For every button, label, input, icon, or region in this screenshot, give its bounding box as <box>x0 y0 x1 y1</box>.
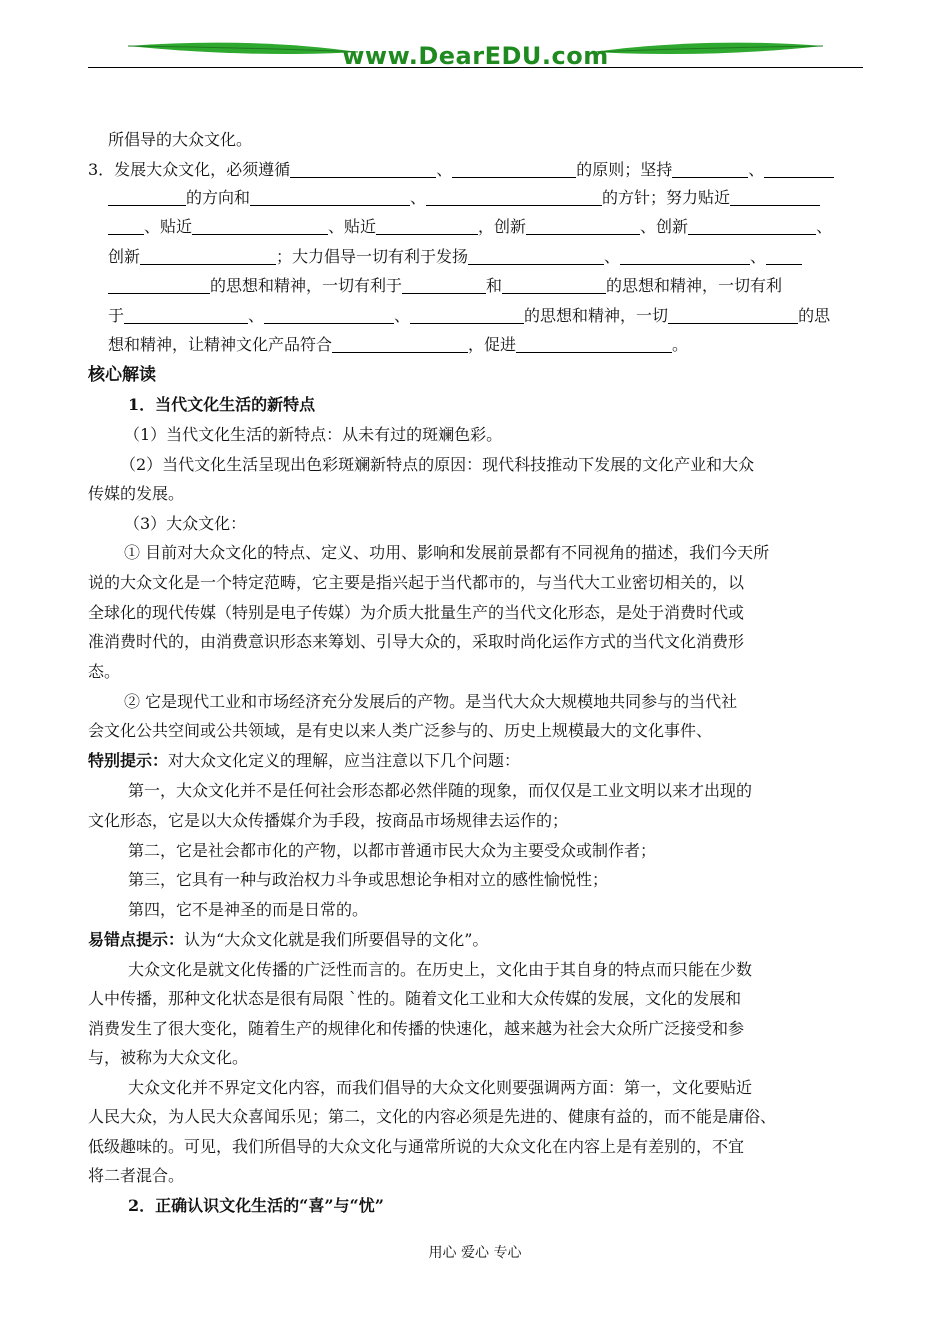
paragraph-line: 会文化公共空间或公共领域，是有史以来人类广泛参与的、历史上规模最大的文化事件、 <box>88 721 713 740</box>
tip-line: 特别提示：对大众文化定义的理解，应当注意以下几个问题： <box>88 751 521 770</box>
paragraph-line: 全球化的现代传媒（特别是电子传媒）为介质大批量生产的当代文化形态，是处于消费时代或 <box>88 603 745 622</box>
blank[interactable] <box>108 189 186 206</box>
site-logo: www.DearEDU.com <box>342 42 609 70</box>
paragraph-line: ① 目前对大众文化的特点、定义、功用、影响和发展前景都有不同视角的描述，我们今天所 <box>124 543 770 562</box>
continuation-text: 所倡导的大众文化。 <box>108 130 253 149</box>
blank[interactable] <box>672 161 748 178</box>
blank[interactable] <box>140 248 276 265</box>
q3-line-2: 的方向和 、 的方针；努力贴近 <box>108 183 820 213</box>
blank[interactable] <box>108 218 144 235</box>
tip-label: 特别提示： <box>88 751 169 770</box>
q3-line-5: 的思想和精神，一切有利于 和 的思想和精神，一切有利 <box>108 271 782 301</box>
blank[interactable] <box>452 161 576 178</box>
paragraph-line: 人民大众，为人民大众喜闻乐见；第二，文化的内容必须是先进的、健康有益的，而不能是庸俗、 <box>88 1107 777 1126</box>
blank[interactable] <box>688 218 816 235</box>
header-divider <box>88 67 863 68</box>
blank[interactable] <box>290 161 436 178</box>
blank[interactable] <box>426 189 602 206</box>
blank[interactable] <box>410 307 524 324</box>
blank[interactable] <box>332 336 468 353</box>
blank[interactable] <box>264 307 394 324</box>
blank[interactable] <box>526 218 640 235</box>
error-tip-label: 易错点提示： <box>88 930 185 949</box>
paragraph-line: 将二者混合。 <box>88 1166 185 1185</box>
paragraph-line: 大众文化是就文化传播的广泛性而言的。在历史上，文化由于其自身的特点而只能在少数 <box>128 960 753 979</box>
blank[interactable] <box>730 189 820 206</box>
blank[interactable] <box>108 277 210 294</box>
paragraph-line: 第二，它是社会都市化的产物，以都市普通市民大众为主要受众或制作者； <box>128 841 657 860</box>
blank[interactable] <box>402 277 486 294</box>
paragraph-line: 态。 <box>88 662 121 681</box>
blank[interactable] <box>376 218 478 235</box>
paragraph-line: 传媒的发展。 <box>88 484 185 503</box>
paragraph-line: （2）当代文化生活呈现出色彩斑斓新特点的原因：现代科技推动下发展的文化产业和大众 <box>120 455 755 474</box>
blank[interactable] <box>502 277 606 294</box>
q3-line-3: 、贴近 、贴近 ，创新 、创新 、 <box>108 212 832 242</box>
paragraph-line: 说的大众文化是一个特定范畴，它主要是指兴起于当代都市的，与当代大工业密切相关的，以 <box>88 573 745 592</box>
paragraph-line: 第四，它不是神圣的而是日常的。 <box>128 900 369 919</box>
blank[interactable] <box>766 248 802 265</box>
paragraph: （3）大众文化： <box>124 514 247 533</box>
subsection-title-1: 1．当代文化生活的新特点 <box>128 395 316 414</box>
page-header <box>88 38 863 74</box>
q3-line-6: 于 、 、 的思想和精神，一切 的思 <box>108 306 831 325</box>
paragraph-line: 低级趣味的。可见，我们所倡导的大众文化与通常所说的大众文化在内容上是有差别的，不宜 <box>88 1137 745 1156</box>
paragraph-line: ② 它是现代工业和市场经济充分发展后的产物。是当代大众大规模地共同参与的当代社 <box>124 692 738 711</box>
blank[interactable] <box>764 161 834 178</box>
paragraph-line: 文化形态，它是以大众传播媒介为手段，按商品市场规律去运作的； <box>88 811 569 830</box>
paragraph-line: 大众文化并不界定文化内容，而我们倡导的大众文化则要强调两方面：第一，文化要贴近 <box>128 1078 753 1097</box>
blank[interactable] <box>250 189 410 206</box>
q3-line-4: 创新 ；大力倡导一切有利于发扬 、 、 <box>108 242 802 272</box>
blank[interactable] <box>620 248 750 265</box>
error-tip-line: 易错点提示：认为“大众文化就是我们所要倡导的文化”。 <box>88 930 489 949</box>
paragraph: （1）当代文化生活的新特点：从未有过的斑斓色彩。 <box>124 425 503 444</box>
paragraph-line: 与，被称为大众文化。 <box>88 1048 249 1067</box>
blank[interactable] <box>668 307 798 324</box>
paragraph-line: 第三，它具有一种与政治权力斗争或思想论争相对立的感性愉悦性； <box>128 870 609 889</box>
paragraph-line: 人中传播，那种文化状态是很有局限 `性的。随着文化工业和大众传媒的发展，文化的发展和 <box>88 989 742 1008</box>
section-heading: 核心解读 <box>88 365 156 385</box>
blank[interactable] <box>192 218 328 235</box>
blank[interactable] <box>468 248 604 265</box>
blank[interactable] <box>516 336 672 353</box>
paragraph-line: 准消费时代的，由消费意识形态来筹划、引导大众的，采取时尚化运作方式的当代文化消费形 <box>88 632 745 651</box>
paragraph-line: 消费发生了很大变化，随着生产的规律化和传播的快速化，越来越为社会大众所广泛接受和参 <box>88 1019 745 1038</box>
blank[interactable] <box>124 307 248 324</box>
page-footer: 用心 爱心 专心 <box>428 1245 522 1261</box>
q3-line-7: 想和精神，让精神文化产品符合 ，促进 。 <box>108 335 689 354</box>
q3-line-1: 3．发展大众文化，必须遵循 、 的原则；坚持 、 <box>88 155 834 185</box>
subsection-title-2: 2．正确认识文化生活的“喜”与“忧” <box>128 1196 384 1215</box>
paragraph-line: 第一，大众文化并不是任何社会形态都必然伴随的现象，而仅仅是工业文明以来才出现的 <box>128 781 753 800</box>
